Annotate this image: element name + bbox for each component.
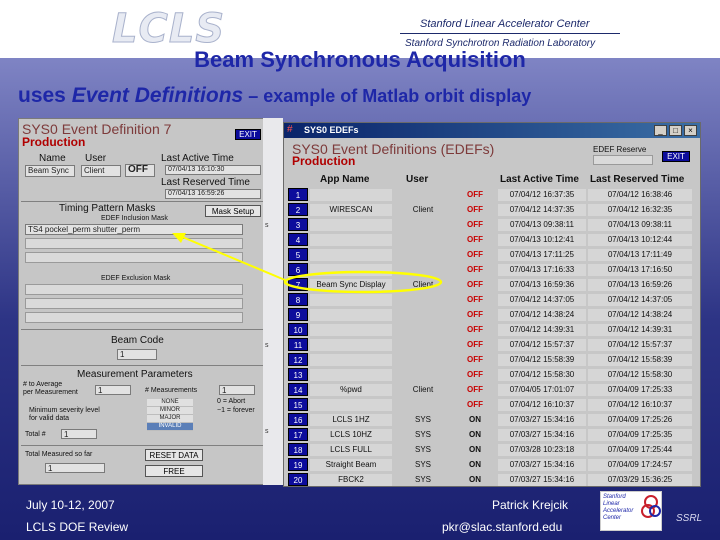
last-active-cell: 07/04/12 14:39:31 xyxy=(498,324,586,336)
user-cell: Client xyxy=(412,385,434,394)
app-name-cell xyxy=(310,339,392,351)
user-cell xyxy=(394,354,452,366)
app-name-cell xyxy=(310,309,392,321)
edef-detail-production: Production xyxy=(22,135,86,149)
ssrl-logo: SSRL xyxy=(676,513,703,524)
last-active-cell: 07/04/12 14:37:35 xyxy=(498,204,586,216)
lcls-logo: LCLS xyxy=(112,6,226,52)
abort-hint: 0 = Abort xyxy=(217,398,246,405)
slide-subtitle xyxy=(18,84,531,108)
user-cell: SYS xyxy=(414,415,431,424)
severity-option[interactable]: NONE xyxy=(147,399,193,407)
exclusion-mask-row[interactable] xyxy=(25,284,243,295)
last-active-cell: 07/04/12 14:37:05 xyxy=(498,294,586,306)
minimize-button[interactable]: _ xyxy=(654,125,667,136)
last-reserved-cell: 07/04/12 15:57:37 xyxy=(588,339,692,351)
slac-logo-text: Stanford Linear Accelerator Center xyxy=(603,494,634,521)
ssrl-name: Stanford Synchrotron Radiation Laboratory xyxy=(405,38,596,49)
app-name-cell xyxy=(310,354,392,366)
state-cell: OFF xyxy=(467,220,483,229)
average-field[interactable]: 1 xyxy=(95,385,131,395)
header-divider xyxy=(400,33,620,34)
last-reserved-cell: 07/04/12 16:32:35 xyxy=(588,204,692,216)
background-window-glyph: s xyxy=(265,222,269,229)
state-cell: OFF xyxy=(467,340,483,349)
measurement-params-label: Measurement Parameters xyxy=(77,369,193,380)
user-cell xyxy=(394,219,452,231)
user-cell: Client xyxy=(412,280,434,289)
table-row[interactable] xyxy=(288,412,698,427)
app-name-cell: LCLS 1HZ xyxy=(310,414,392,426)
edef-number-button[interactable]: 3 xyxy=(288,218,308,231)
forever-hint: −1 = forever xyxy=(217,407,255,414)
edef-list-window xyxy=(283,122,701,487)
state-cell: OFF xyxy=(467,265,483,274)
divider xyxy=(21,329,269,330)
last-reserved-cell: 07/04/12 14:38:24 xyxy=(588,309,692,321)
table-row[interactable] xyxy=(288,232,698,247)
exit-button[interactable]: EXIT xyxy=(235,129,261,140)
last-active-cell: 07/04/13 16:59:36 xyxy=(498,279,586,291)
table-row[interactable] xyxy=(288,307,698,322)
state-cell: OFF xyxy=(467,385,483,394)
divider xyxy=(21,365,269,366)
app-name-cell: LCLS FULL xyxy=(310,444,392,456)
last-active-cell: 07/03/28 10:23:18 xyxy=(498,444,586,456)
total-measured-label: Total Measured so far xyxy=(25,451,93,458)
user-cell xyxy=(394,249,452,261)
severity-option[interactable]: MINOR xyxy=(147,407,193,415)
footer-presenter: Patrick Krejcik xyxy=(492,498,569,512)
divider xyxy=(21,201,269,202)
table-row[interactable] xyxy=(288,427,698,442)
last-reserved-cell: 07/04/12 16:10:37 xyxy=(588,399,692,411)
edef-number-button[interactable]: 11 xyxy=(288,338,308,351)
inclusion-mask-row[interactable] xyxy=(25,252,243,263)
user-cell: Client xyxy=(412,205,434,214)
state-cell: OFF xyxy=(467,235,483,244)
edef-list-title: SYS0 Event Definitions (EDEFs) xyxy=(292,141,495,157)
total-label: Total # xyxy=(25,431,46,438)
last-reserved-cell: 07/04/12 15:58:39 xyxy=(588,354,692,366)
app-name-cell xyxy=(310,369,392,381)
edef-number-button[interactable]: 1 xyxy=(288,188,308,201)
edef-number-button[interactable]: 19 xyxy=(288,458,308,471)
table-row[interactable] xyxy=(288,457,698,472)
state-cell: OFF xyxy=(467,325,483,334)
table-row[interactable] xyxy=(288,262,698,277)
exclusion-mask-label: EDEF Exclusion Mask xyxy=(101,275,171,282)
app-name-cell xyxy=(310,189,392,201)
last-active-cell: 07/03/27 15:34:16 xyxy=(498,414,586,426)
table-row[interactable] xyxy=(288,322,698,337)
exclusion-mask-row[interactable] xyxy=(25,298,243,309)
state-cell: ON xyxy=(469,445,481,454)
reset-data-button[interactable]: RESET DATA xyxy=(145,449,203,461)
last-active-cell: 07/04/13 17:16:33 xyxy=(498,264,586,276)
last-reserved-cell: 07/04/12 15:58:30 xyxy=(588,369,692,381)
last-active-cell: 07/04/12 16:37:35 xyxy=(498,189,586,201)
table-row[interactable] xyxy=(288,442,698,457)
last-reserved-cell: 07/04/09 17:25:33 xyxy=(588,384,692,396)
app-name-cell xyxy=(310,264,392,276)
last-reserved-cell: 07/04/09 17:25:35 xyxy=(588,429,692,441)
user-label: User xyxy=(85,153,107,164)
app-name-cell: FBCK2 xyxy=(310,474,392,486)
last-reserved-cell: 07/04/09 17:25:44 xyxy=(588,444,692,456)
app-name-cell xyxy=(310,399,392,411)
average-label-2: per Measurement xyxy=(23,389,78,396)
beam-code-label: Beam Code xyxy=(111,335,164,346)
table-row[interactable] xyxy=(288,382,698,397)
user-cell: SYS xyxy=(414,475,431,484)
user-cell xyxy=(394,324,452,336)
severity-option[interactable]: MAJOR xyxy=(147,415,193,423)
last-reserved-cell: 07/04/09 17:24:57 xyxy=(588,459,692,471)
last-reserved-cell: 07/04/12 14:37:05 xyxy=(588,294,692,306)
total-measured-field: 1 xyxy=(45,463,105,473)
window-title: SYS0 EDEFs xyxy=(304,125,359,135)
edef-number-button[interactable]: 8 xyxy=(288,293,308,306)
edef-number-button[interactable]: 20 xyxy=(288,473,308,486)
table-row[interactable] xyxy=(288,277,698,292)
last-active-label: Last Active Time xyxy=(161,153,234,164)
last-active-cell: 07/03/27 15:34:16 xyxy=(498,474,586,486)
last-active-cell: 07/03/27 15:34:16 xyxy=(498,459,586,471)
state-cell: OFF xyxy=(467,295,483,304)
inclusion-mask-label: EDEF Inclusion Mask xyxy=(101,215,168,222)
state-cell: OFF xyxy=(467,355,483,364)
background-window-glyph: s xyxy=(265,342,269,349)
state-cell: ON xyxy=(469,460,481,469)
table-row[interactable] xyxy=(288,247,698,262)
app-name-cell xyxy=(310,324,392,336)
background-window-glyph: s xyxy=(265,428,269,435)
name-label: Name xyxy=(39,153,66,164)
average-label: # to Average xyxy=(23,381,63,388)
timing-masks-label: Timing Pattern Masks xyxy=(59,203,156,214)
state-cell: OFF xyxy=(467,280,483,289)
last-reserved-label: Last Reserved Time xyxy=(161,177,250,188)
table-row[interactable] xyxy=(288,397,698,412)
app-name-cell: WIRESCAN xyxy=(310,204,392,216)
edef-number-button[interactable]: 14 xyxy=(288,383,308,396)
user-cell xyxy=(394,399,452,411)
state-cell: ON xyxy=(469,415,481,424)
last-active-cell: 07/04/12 15:57:37 xyxy=(498,339,586,351)
table-row[interactable] xyxy=(288,202,698,217)
edef-number-button[interactable]: 5 xyxy=(288,248,308,261)
severity-label: Minimum severity level xyxy=(29,407,100,414)
user-cell xyxy=(394,339,452,351)
last-active-cell: 07/04/12 14:38:24 xyxy=(498,309,586,321)
edef-reserve-label: EDEF Reserve xyxy=(593,145,647,154)
last-active-cell: 07/04/12 15:58:30 xyxy=(498,369,586,381)
app-icon: # xyxy=(287,124,293,135)
column-user: User xyxy=(406,174,429,185)
slac-knot-icon xyxy=(640,494,662,520)
subtitle-emphasis: Event Definitions xyxy=(71,84,244,107)
measurements-field[interactable]: 1 xyxy=(219,385,255,395)
user-cell xyxy=(394,234,452,246)
edef-number-button[interactable]: 15 xyxy=(288,398,308,411)
table-row[interactable] xyxy=(288,217,698,232)
edef-number-button[interactable]: 9 xyxy=(288,308,308,321)
edef-number-button[interactable]: 16 xyxy=(288,413,308,426)
last-reserved-cell: 07/03/29 15:36:25 xyxy=(588,474,692,486)
last-active-cell: 07/04/12 16:10:37 xyxy=(498,399,586,411)
edef-number-button[interactable]: 7 xyxy=(288,278,308,291)
app-name-cell xyxy=(310,234,392,246)
subtitle-prefix: uses xyxy=(18,84,72,107)
edef-number-button[interactable]: 17 xyxy=(288,428,308,441)
user-cell: SYS xyxy=(414,460,431,469)
table-row[interactable] xyxy=(288,187,698,202)
name-field[interactable]: Beam Sync xyxy=(25,165,75,177)
last-reserved-cell: 07/04/12 14:39:31 xyxy=(588,324,692,336)
user-cell: SYS xyxy=(414,445,431,454)
last-reserved-cell: 07/04/13 16:59:26 xyxy=(588,279,692,291)
user-field[interactable]: Client xyxy=(81,165,121,177)
state-cell: OFF xyxy=(467,250,483,259)
table-row[interactable] xyxy=(288,367,698,382)
last-active-cell: 07/04/13 09:38:11 xyxy=(498,219,586,231)
app-name-cell xyxy=(310,294,392,306)
last-active-cell: 07/04/05 17:01:07 xyxy=(498,384,586,396)
total-field[interactable]: 1 xyxy=(61,429,97,439)
last-active-cell: 07/04/13 17:11:25 xyxy=(498,249,586,261)
edef-number-button[interactable]: 18 xyxy=(288,443,308,456)
divider xyxy=(21,445,269,446)
user-cell xyxy=(394,294,452,306)
last-reserved-value: 07/04/13 16:59:26 xyxy=(165,189,261,199)
slide-title: Beam Synchronous Acquisition xyxy=(194,47,526,72)
column-app-name: App Name xyxy=(320,174,370,185)
last-active-value: 07/04/13 16:10:30 xyxy=(165,165,261,175)
state-cell: OFF xyxy=(467,370,483,379)
footer-date: July 10-12, 2007 xyxy=(26,498,115,512)
last-active-cell: 07/04/13 10:12:41 xyxy=(498,234,586,246)
maximize-button[interactable]: □ xyxy=(669,125,682,136)
table-row[interactable] xyxy=(288,352,698,367)
edef-number-button[interactable]: 12 xyxy=(288,353,308,366)
edef-state: OFF xyxy=(125,164,155,177)
edef-number-button[interactable]: 6 xyxy=(288,263,308,276)
app-name-cell xyxy=(310,219,392,231)
edef-list-production: Production xyxy=(292,154,356,168)
user-cell: SYS xyxy=(414,430,431,439)
edef-detail-title: SYS0 Event Definition 7 xyxy=(22,121,172,137)
last-active-cell: 07/03/27 15:34:16 xyxy=(498,429,586,441)
window-titlebar[interactable] xyxy=(284,123,700,138)
inclusion-mask-row[interactable] xyxy=(25,238,243,249)
app-name-cell: Straight Beam xyxy=(310,459,392,471)
state-cell: ON xyxy=(469,430,481,439)
mask-setup-button[interactable]: Mask Setup xyxy=(205,205,261,217)
app-name-cell: Beam Sync Display xyxy=(310,279,392,291)
edef-detail-panel xyxy=(18,118,272,485)
user-cell xyxy=(394,189,452,201)
last-reserved-cell: 07/04/12 16:38:46 xyxy=(588,189,692,201)
footer-review: LCLS DOE Review xyxy=(26,520,129,534)
beam-code-field[interactable]: 1 xyxy=(117,349,157,360)
severity-option-selected[interactable]: INVALID xyxy=(147,423,193,431)
user-cell xyxy=(394,309,452,321)
severity-label-2: for valid data xyxy=(29,415,70,422)
app-name-cell: %pwd xyxy=(310,384,392,396)
state-cell: OFF xyxy=(467,190,483,199)
close-button[interactable]: × xyxy=(684,125,697,136)
measurements-label: # Measurements xyxy=(145,387,198,394)
exclusion-mask-row[interactable] xyxy=(25,312,243,323)
edef-number-button[interactable]: 4 xyxy=(288,233,308,246)
last-active-cell: 07/04/12 15:58:39 xyxy=(498,354,586,366)
free-button[interactable]: FREE xyxy=(145,465,203,477)
last-reserved-cell: 07/04/13 10:12:44 xyxy=(588,234,692,246)
user-cell xyxy=(394,264,452,276)
last-reserved-cell: 07/04/13 09:38:11 xyxy=(588,219,692,231)
last-reserved-cell: 07/04/13 17:11:49 xyxy=(588,249,692,261)
exit-button[interactable]: EXIT xyxy=(662,151,690,162)
table-row[interactable] xyxy=(288,292,698,307)
table-row[interactable] xyxy=(288,472,698,487)
table-row[interactable] xyxy=(288,337,698,352)
state-cell: OFF xyxy=(467,310,483,319)
user-cell xyxy=(394,369,452,381)
edef-number-button[interactable]: 10 xyxy=(288,323,308,336)
state-cell: OFF xyxy=(467,400,483,409)
state-cell: ON xyxy=(469,475,481,484)
inclusion-mask-field[interactable]: TS4 pockel_perm shutter_perm xyxy=(25,224,243,235)
column-last-active: Last Active Time xyxy=(500,174,579,185)
last-reserved-cell: 07/04/09 17:25:26 xyxy=(588,414,692,426)
severity-list[interactable] xyxy=(147,399,193,431)
edef-number-button[interactable]: 2 xyxy=(288,203,308,216)
footer-email: pkr@slac.stanford.edu xyxy=(442,520,563,534)
app-name-cell xyxy=(310,249,392,261)
slac-name: Stanford Linear Accelerator Center xyxy=(420,18,590,30)
state-cell: OFF xyxy=(467,205,483,214)
app-name-cell: LCLS 10HZ xyxy=(310,429,392,441)
subtitle-suffix: – example of Matlab orbit display xyxy=(243,86,532,106)
edef-number-button[interactable]: 13 xyxy=(288,368,308,381)
last-reserved-cell: 07/04/13 17:16:50 xyxy=(588,264,692,276)
edef-reserve-field[interactable] xyxy=(593,155,653,165)
column-last-reserved: Last Reserved Time xyxy=(590,174,685,185)
